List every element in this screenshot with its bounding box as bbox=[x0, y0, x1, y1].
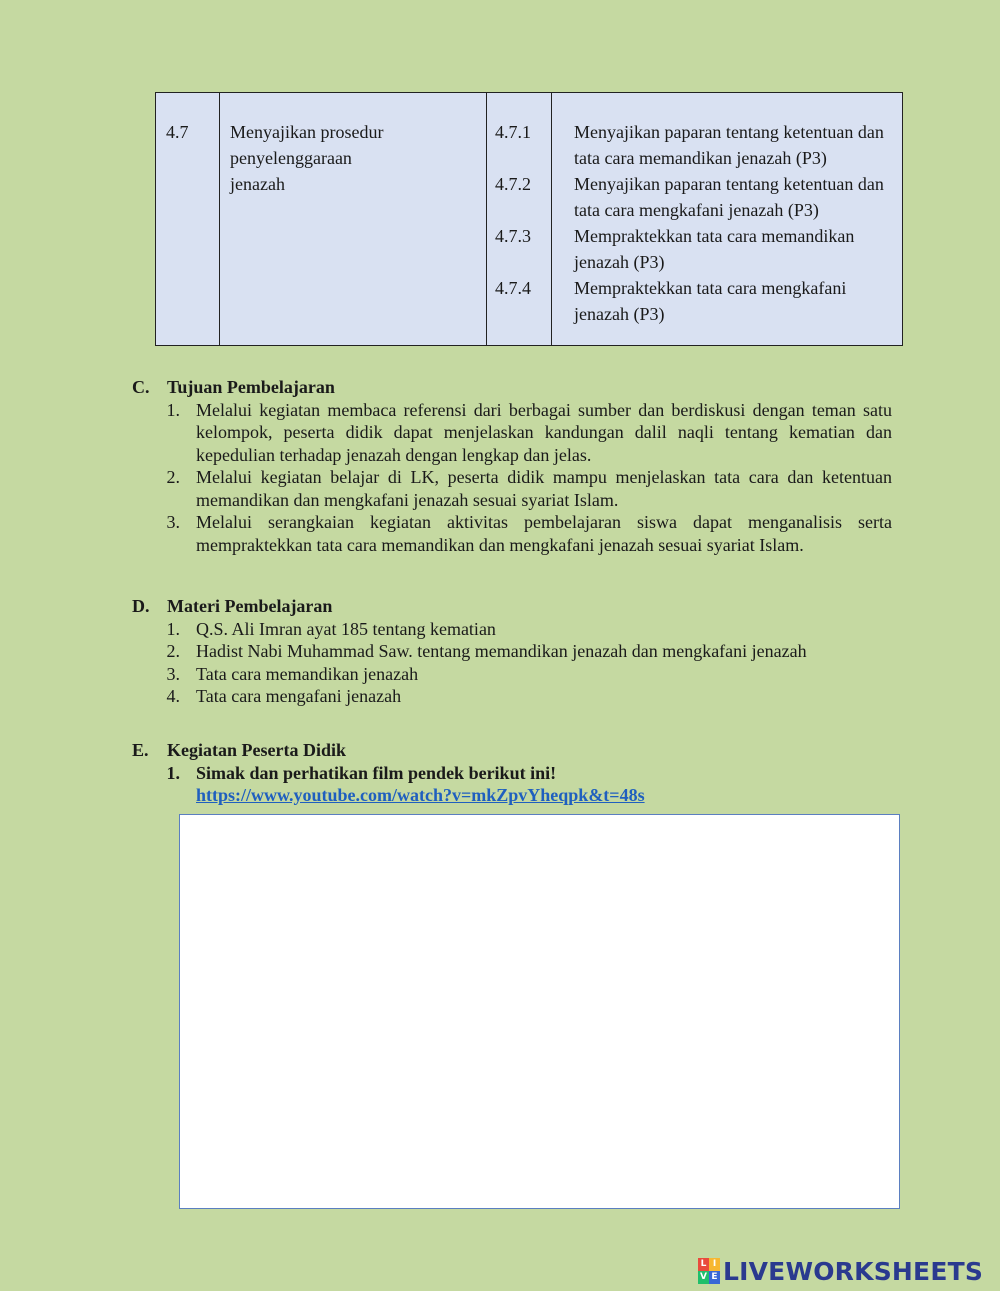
item-number: 2. bbox=[166, 641, 180, 661]
section-title: Materi Pembelajaran bbox=[167, 596, 333, 616]
indicator-line: Mempraktekkan tata cara mengkafani bbox=[574, 278, 847, 298]
indicator-line: tata cara mengkafani jenazah (P3) bbox=[574, 200, 819, 220]
list-item bbox=[132, 640, 892, 663]
objective-list bbox=[132, 399, 892, 557]
section-title: Kegiatan Peserta Didik bbox=[167, 740, 346, 760]
item-text: Tata cara mengafani jenazah bbox=[196, 686, 402, 706]
item-number: 3. bbox=[166, 663, 180, 684]
materi-list bbox=[132, 618, 892, 708]
logo-mark-letter: V bbox=[698, 1271, 709, 1284]
item-content bbox=[196, 762, 892, 807]
logo-mark-icon bbox=[698, 1258, 720, 1284]
kd-text-line: Menyajikan prosedur bbox=[230, 122, 384, 142]
item-number: 4. bbox=[166, 686, 180, 706]
indicator-number: 4.7.2 bbox=[495, 174, 531, 194]
list-item bbox=[132, 663, 892, 686]
item-number: 1. bbox=[166, 762, 180, 783]
kd-text-line: penyelenggaraan bbox=[230, 148, 352, 168]
item-text: Q.S. Ali Imran ayat 185 tentang kematian bbox=[196, 618, 496, 639]
kd-number: 4.7 bbox=[166, 122, 189, 142]
item-number: 1. bbox=[166, 399, 180, 420]
item-text: Melalui kegiatan belajar di LK, peserta didik mampu menjelaskan tata cara dan ketentuan memandikan dan mengkafani jenazah sesuai syariat Islam. bbox=[196, 467, 892, 510]
indicator-line: Menyajikan paparan tentang ketentuan dan bbox=[574, 174, 884, 194]
youtube-link[interactable]: https://www.youtube.com/watch?v=mkZpvYheqpk&t=48s bbox=[196, 785, 645, 805]
section-tujuan-pembelajaran bbox=[132, 376, 892, 556]
indicator-text bbox=[574, 275, 892, 327]
kd-table bbox=[155, 92, 903, 346]
indicator-line: Menyajikan paparan tentang ketentuan dan bbox=[574, 122, 884, 142]
logo-text: LIVEWORKSHEETS bbox=[723, 1256, 984, 1286]
logo-mark-letter: E bbox=[709, 1271, 720, 1284]
indicator-text bbox=[574, 119, 892, 171]
kd-text-cell bbox=[220, 93, 487, 346]
indicator-line: jenazah (P3) bbox=[574, 304, 665, 324]
section-heading bbox=[132, 376, 892, 399]
item-number: 1. bbox=[166, 618, 180, 639]
list-item bbox=[132, 762, 892, 807]
list-item bbox=[132, 399, 892, 467]
list-item bbox=[132, 618, 892, 641]
indicator-text-cell bbox=[552, 93, 903, 346]
section-letter: D. bbox=[132, 596, 150, 616]
logo-mark-letter: L bbox=[698, 1258, 709, 1271]
item-number: 3. bbox=[166, 512, 180, 532]
item-number: 2. bbox=[166, 467, 180, 487]
section-heading bbox=[132, 739, 892, 762]
item-text: Melalui kegiatan membaca referensi dari berbagai sumber dan berdiskusi dengan teman satu kelompok, peserta didik dapat menjelaskan kandungan dalil naqli tentang kematian dan kepedulian terhadap jenazah dengan lengkap dan jelas. bbox=[196, 399, 892, 465]
kegiatan-list bbox=[132, 762, 892, 807]
indicator-number-cell bbox=[487, 93, 552, 346]
kd-text-line: jenazah bbox=[230, 174, 285, 194]
list-item bbox=[132, 511, 892, 556]
indicator-number: 4.7.3 bbox=[495, 226, 531, 246]
list-item bbox=[132, 466, 892, 511]
item-text: Tata cara memandikan jenazah bbox=[196, 663, 419, 684]
kd-number-cell bbox=[156, 93, 220, 346]
indicator-text bbox=[574, 171, 892, 223]
logo-mark-letter: I bbox=[709, 1258, 720, 1271]
section-heading bbox=[132, 595, 892, 618]
list-item bbox=[132, 685, 892, 708]
section-materi-pembelajaran bbox=[132, 595, 892, 708]
section-letter: C. bbox=[132, 377, 150, 397]
section-letter: E. bbox=[132, 740, 149, 760]
section-title: Tujuan Pembelajaran bbox=[167, 377, 335, 397]
liveworksheets-logo bbox=[698, 1256, 983, 1286]
item-text: Hadist Nabi Muhammad Saw. tentang memandikan jenazah dan mengkafani jenazah bbox=[196, 641, 807, 661]
indicator-line: jenazah (P3) bbox=[574, 252, 665, 272]
item-text: Melalui serangkaian kegiatan aktivitas pembelajaran siswa dapat menganalisis serta mempraktekkan tata cara memandikan dan mengkafani jenazah sesuai syariat Islam. bbox=[196, 512, 892, 555]
indicator-line: tata cara memandikan jenazah (P3) bbox=[574, 148, 827, 168]
indicator-line: Mempraktekkan tata cara memandikan bbox=[574, 226, 855, 246]
answer-box[interactable] bbox=[179, 814, 900, 1209]
indicator-text bbox=[574, 223, 892, 275]
section-kegiatan-peserta-didik bbox=[132, 739, 892, 807]
indicator-number: 4.7.4 bbox=[495, 278, 531, 298]
kd-row bbox=[156, 93, 903, 346]
indicator-number: 4.7.1 bbox=[495, 122, 531, 142]
item-text: Simak dan perhatikan film pendek berikut ini! bbox=[196, 762, 557, 783]
